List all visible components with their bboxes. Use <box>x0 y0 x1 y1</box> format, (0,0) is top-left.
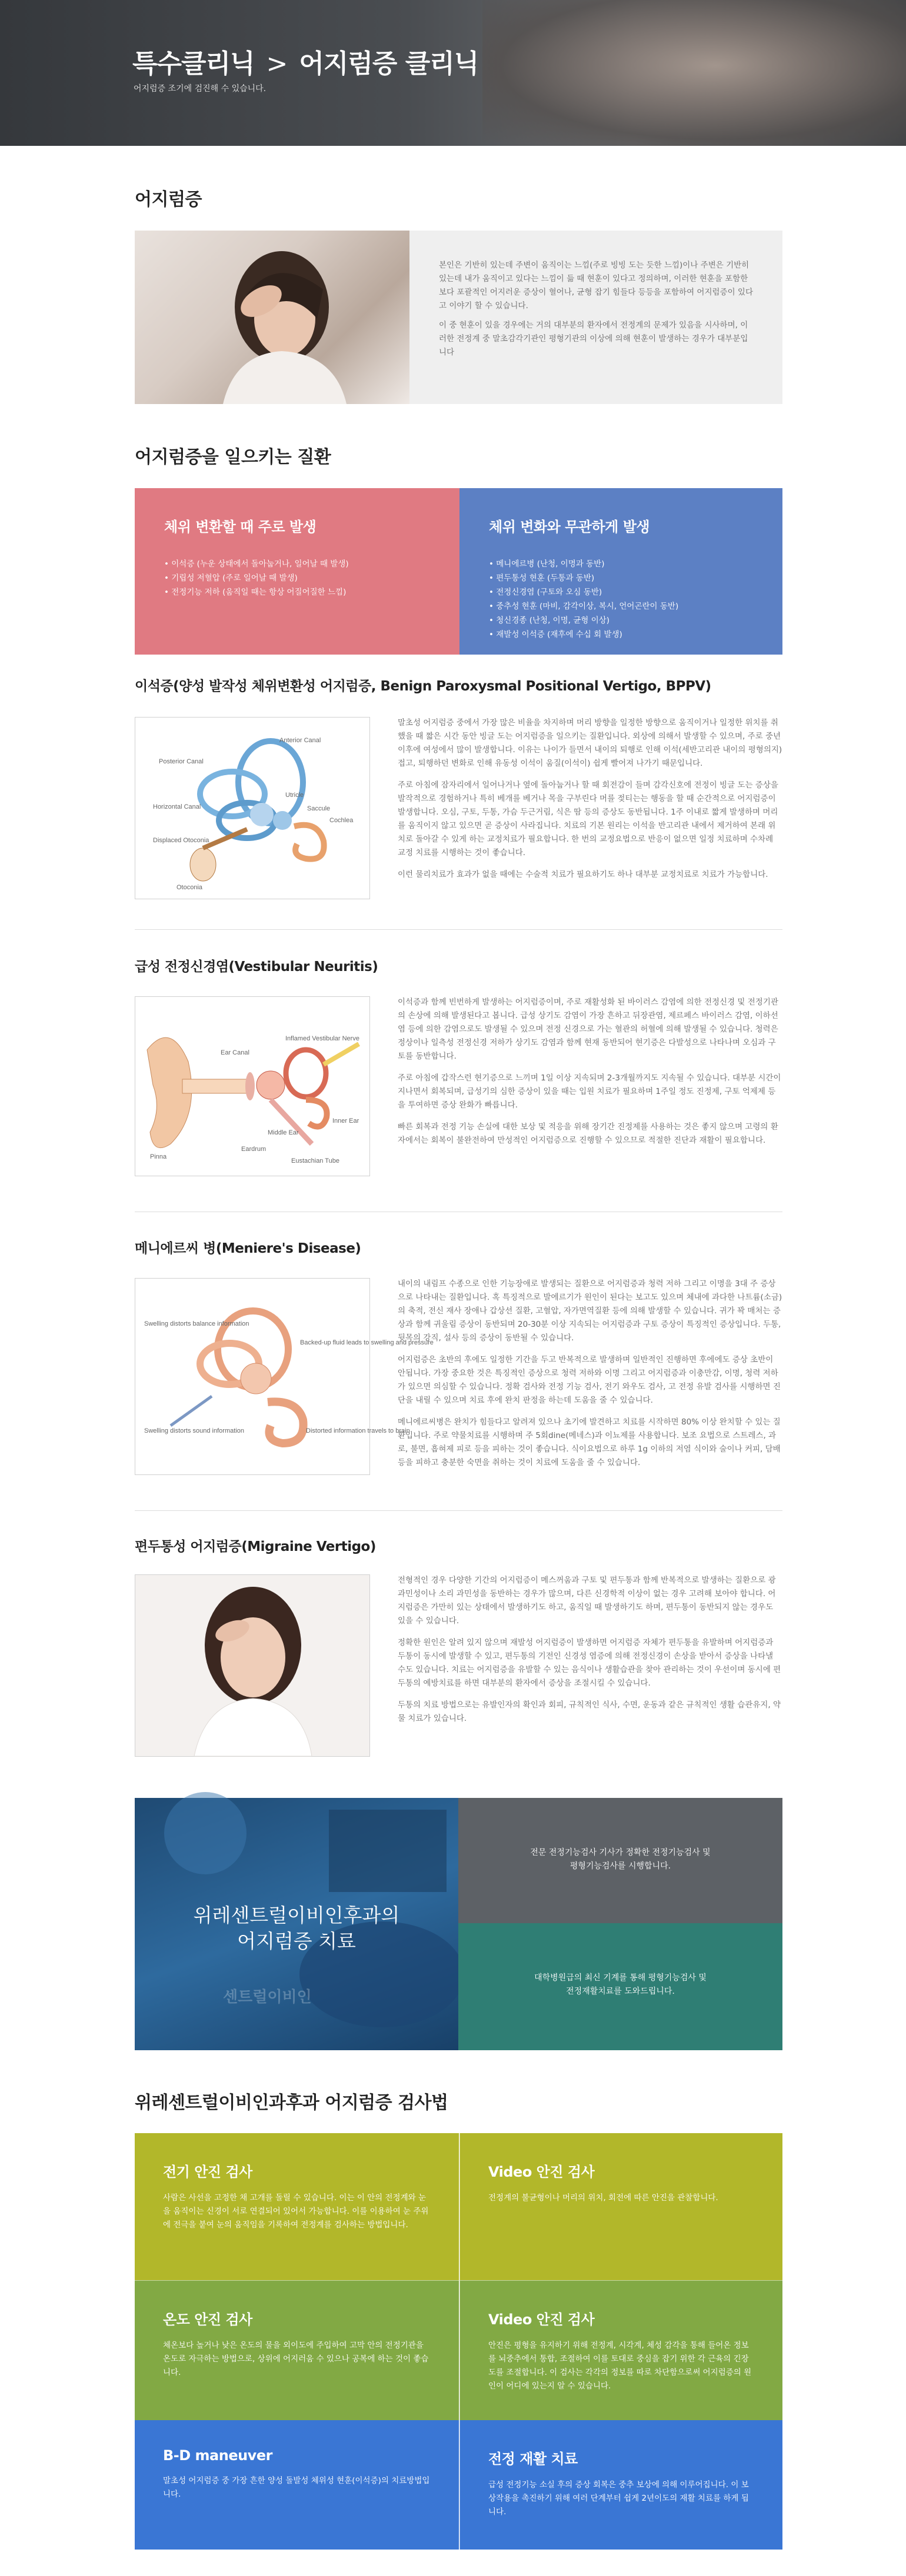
list-item: • 청신경종 (난청, 이명, 균형 이상) <box>489 613 753 628</box>
list-item: • 이석증 (누운 상태에서 돌아눕거나, 일어날 때 발생) <box>164 557 430 571</box>
test-card-description: 급성 전정기능 소실 후의 증상 회복은 중추 보상에 의해 이루어집니다. 이 보상작용을 촉진하기 위해 여러 단계부터 쉽게 2년이도의 재활 치료를 하게 됩니다. <box>488 2480 749 2517</box>
diagram-label: Displaced Otoconia <box>153 837 209 844</box>
description-paragraph: 주로 아침에 잠자리에서 일어나거나 옆에 돌아눕거나 할 때 회전감이 들며 감각신호에 전정이 빙글 도는 증상을 발작적으로 경험하거나 특히 베개를 베거나 목을 구부린다 머를 젖티는는 행동을 할 때 순간적으로 어지럼증이 발생합니다. 오심, 구토, 두통, 가슴 두근거림, 식은 땀 등의 증상도 동반됩니다. 1주 이내로 짧게 발생하며 머리를 움직이지 않고 있으면 곧 증상이 사라집니다. 치료의 기본 원리는 이석을 반고리관 내에서 제거하여 본래 위치로 돌아갈 수 있게 하는 교정치료가 필요합니다. 한 번의 교정요법으로 반응이 없으면 일정 치료하며 수차례 교정 치료를 시행하는 것이 좋습니다. <box>398 780 778 857</box>
diagram-label: Otoconia <box>176 884 203 891</box>
section-divider <box>135 1510 782 1511</box>
woman-holding-head-illustration <box>135 231 409 404</box>
cause-card-non-positional <box>459 488 782 655</box>
description-paragraph: 전형적인 경우 다양한 기간의 어지럼증이 메스꺼움과 구토 및 편두통과 함께 반복적으로 발생하는 질환으로 광과민성이나 소리 과민성을 동반하는 경우가 많으며, 다른 신경학적 이상이 없는 경우 고려해 보아야 합니다. 어지럼증은 가만히 있는 상태에서 발생하기도 하고, 움직일 때 발생하기도 하며, 편두통이 동반되지 않는 경우도 있을 수 있습니다. <box>398 1576 776 1626</box>
intro-text-box <box>409 231 782 404</box>
diagram-label: Eardrum <box>241 1146 267 1153</box>
treatment-banner <box>135 1798 458 2050</box>
test-card-description: 체온보다 높거나 낮은 온도의 물을 외이도에 주입하여 고막 안의 전정기관을 온도로 자극하는 방법으로, 상위에 어지러움 수 있으나 공복에 하는 것이 좋습니다. <box>163 2341 429 2377</box>
description-paragraph: 주로 아침에 갑작스런 현기증으로 느끼며 1일 이상 지속되며 2-3개월까지도 지속될 수 있습니다. 대부분 시간이 지나면서 회복되며, 급성기의 심한 증상이 있을 때는 입원 치료가 필요하며 1주일 정도 진정제, 구토 억제제 등을 투여하면 증상 완화가 빠릅니다. <box>398 1073 781 1110</box>
section-title-causes: 어지럼증을 일으키는 질환 <box>135 447 331 468</box>
banner-watermark: 센트럴이비인 <box>223 1988 312 2006</box>
bppv-diagram <box>135 717 370 899</box>
diagram-label: Pinna <box>150 1153 167 1160</box>
woman-with-headache-illustration <box>135 1575 369 1756</box>
list-item: • 편두통성 현훈 (두통과 동반) <box>489 571 753 585</box>
bppv-description <box>398 716 782 890</box>
test-card-title: Video 안진 검사 <box>488 2311 595 2328</box>
cause-card-positional <box>135 488 459 655</box>
list-item: • 중추성 현훈 (마비, 감각이상, 복시, 언어곤란이 동반) <box>489 599 753 613</box>
hero-subtitle: 어지럼증 조기에 검진해 수 있습니다. <box>134 84 267 94</box>
cause-card-title: 체위 변화와 무관하게 발생 <box>489 519 650 535</box>
description-paragraph: 말초성 어지럼증 중에서 가장 많은 비율을 차지하며 머리 방향을 일정한 방향으로 움직이거나 일정한 위치를 취했을 때 짧은 시간 동안 빙글 도는 어지럼증을 일으키는 질환입니다. 외상에 의해서 발생할 수 있으며, 주로 중년이후에 여성에서 많이 발생합니다. 이유는 나이가 들면서 내이의 퇴행로 인해 이석(세반고리관 내이의 평형의지) 접고, 퇴행하던 변화로 인해 유동성 이석이 움질(이석이) 쉽게 빨어져 나가기 때문입니다. <box>398 718 782 768</box>
test-card-title: 전정 재활 치료 <box>488 2451 578 2467</box>
diagram-label: Backed-up fluid leads to swelling and pressure <box>300 1339 434 1346</box>
banner-info-equipment <box>458 1923 782 2050</box>
breadcrumb-item-dizziness[interactable]: 어지럼증 클리닉 <box>299 49 479 79</box>
description-paragraph: 어지럼증은 초반의 후에도 일정한 기간을 두고 반복적으로 발생하며 일반적인 진행하면 후에에도 증상 초반이 안됩니다. 가장 중요한 것은 특징적인 증상으로 청력 저하와 이명 그리고 어지럼증과 이충만감, 이명, 청력 저하가 있으면 의심할 수 있습니다. 정확 검사와 전정 기능 검사, 전기 와우도 검사, 고 전정 유발 검사를 시행하면 진단을 내릴 수 있으며 치료 후에 완치 판정을 하는데 도움을 줄 수 있습니다. <box>398 1355 781 1405</box>
intro-photo <box>135 231 409 404</box>
neuritis-diagram <box>135 996 370 1176</box>
description-paragraph: 두통의 치료 방법으로는 유발인자의 확인과 회피, 규칙적인 식사, 수면, 운동과 같은 규칙적인 생활 습관유지, 약물 치료가 있습니다. <box>398 1700 781 1723</box>
test-card-description: 말초성 어지럼증 중 가장 흔한 양성 돌발성 체위성 현훈(이석증)의 치료방법입니다. <box>163 2476 430 2499</box>
cause-card-title: 체위 변환할 때 주로 발생 <box>164 519 317 535</box>
disease-title-bppv: 이석증(양성 발작성 체위변환성 어지럼증, Benign Paroxysmal Positional Vertigo, BPPV) <box>135 679 711 694</box>
diagram-label: Inner Ear <box>332 1117 359 1125</box>
breadcrumb-separator: > <box>266 49 288 79</box>
migraine-description <box>398 1574 782 1734</box>
diagram-label: Anterior Canal <box>279 737 321 744</box>
cause-list <box>164 557 430 599</box>
cause-list <box>489 557 753 642</box>
test-card-bd-maneuver <box>135 2420 459 2550</box>
intro-paragraph: 이 중 현훈이 있을 경우에는 거의 대부분의 환자에서 전정계의 문제가 있음을 시사하며, 이러한 전정계 중 말초감각기관인 평형기관의 이상에 의해 현훈이 발생하는 경우가 대부분입니다 <box>439 321 748 357</box>
banner-headline: 위레센트럴이비인후과의 <box>193 1904 400 1927</box>
diagram-label: Utricle <box>285 792 304 799</box>
description-paragraph: 메니에르씨병은 완치가 힘들다고 알려져 있으나 초기에 발견하고 치료를 시작하면 80% 이상 완치할 수 있는 질환입니다. 주로 약물치료를 시행하며 주 5회dine(메네스)과 이뇨제를 사용합니다. 보조 요법으로 스트레스, 과로, 불면, 흡혀제 피로 등을 피하는 것이 좋습니다. 식이요법으로 하루 1g 이하의 저염 식이와 술이나 커피, 담배 등을 피하고 충분한 숙면을 취하는 것이 치료에 도움을 줄 수 있습니다. <box>398 1417 781 1467</box>
section-divider <box>135 929 782 930</box>
meniere-diagram <box>135 1278 434 1475</box>
breadcrumb <box>132 42 478 80</box>
section-title-dizziness: 어지럼증 <box>135 189 202 210</box>
test-card-description: 안진은 평형을 유지하기 위해 전정계, 시각계, 체성 감각을 통해 들어온 정보를 뇌중추에서 통합, 조절하여 이를 토대로 중심을 잡기 위한 각 근육의 긴장도를 조절합니다. 이 검사는 각각의 정보를 따로 차단함으로써 어지럼증의 원인이 어디에 있는지 알 수 있습니다. <box>488 2341 752 2391</box>
list-item: • 재발성 이석증 (재후에 수십 회 발생) <box>489 628 753 642</box>
inner-ear-canals-illustration <box>135 718 369 899</box>
diagram-label: Posterior Canal <box>159 758 204 765</box>
diagram-label: Cochlea <box>329 817 354 824</box>
hero-banner <box>0 0 906 146</box>
test-card-title: B-D maneuver <box>163 2447 272 2464</box>
test-card-title: 온도 안진 검사 <box>163 2311 252 2328</box>
test-card-video-posturography <box>459 2280 782 2420</box>
banner-info-line: 대학병원급의 최신 기계를 통해 평형기능검사 및 <box>534 1973 707 1983</box>
diagram-label: Middle Ear <box>268 1129 299 1136</box>
list-item: • 메니에르병 (난청, 이명과 동반) <box>489 557 753 571</box>
test-card-title: Video 안진 검사 <box>488 2164 595 2180</box>
disease-title-migraine: 편두통성 어지럼증(Migraine Vertigo) <box>135 1539 376 1554</box>
diagram-label: Inflamed Vestibular Nerve <box>285 1035 359 1042</box>
diagram-label: Swelling distorts balance information <box>144 1320 249 1327</box>
ear-anatomy-illustration <box>135 997 369 1176</box>
diagram-label: Eustachian Tube <box>291 1157 339 1164</box>
migraine-photo <box>135 1574 370 1757</box>
banner-info-line: 평형기능검사를 시행합니다. <box>569 1861 671 1871</box>
diagram-label: Horizontal Canal <box>153 803 201 810</box>
disease-title-neuritis: 급성 전정신경염(Vestibular Neuritis) <box>135 959 378 975</box>
test-card-video-nystagmus <box>459 2133 782 2280</box>
section-title-tests: 위레센트럴이비인과후과 어지럼증 검사법 <box>135 2093 448 2113</box>
description-paragraph: 이석증과 함께 빈번하게 발생하는 어지럼증이며, 주로 재활성화 된 바이러스 감염에 의한 전정신경 및 전정기관의 손상에 의해 발생된다고 봅니다. 급성 상기도 감염이 가장 흔하고 뒤장관염, 제르페스 바이러스 감염, 이하선염 등에 의한 감염으로도 발생될 수 있으며 전정 신경으로 가는 혈관의 허혈에 의해 발생될 수 있습니다. 청력은 정상이나 일측성 전정신경 저하가 상기도 감염과 함께 현재 동반되어 현기증은 다발성으로 나타나며 오심과 구토를 동반합니다. <box>398 997 778 1061</box>
list-item: • 전정신경염 (구토와 오심 동반) <box>489 585 753 599</box>
description-paragraph: 빠른 회복과 전정 기능 손실에 대한 보상 및 적응을 위해 장기간 진정제를 사용하는 것은 좋지 않으며 고령의 환자에서는 회복이 불완전하여 만성적인 어지럼증으로 진행할 수 있으므로 적절한 진단과 재활이 필요합니다. <box>398 1122 778 1145</box>
description-paragraph: 이런 물리치료가 효과가 없을 때에는 수술적 치료가 필요하기도 하나 대부분 교정치료로 치료가 가능합니다. <box>398 870 768 879</box>
diagram-label: Swelling distorts sound information <box>144 1427 244 1434</box>
diagram-label: Distorted information travels to brain <box>306 1427 410 1434</box>
test-card-title: 전기 안진 검사 <box>163 2164 252 2180</box>
banner-info-testing <box>458 1798 782 1923</box>
neuritis-description <box>398 996 782 1156</box>
meniere-description <box>398 1277 782 1478</box>
list-item: • 기립성 저혈압 (주로 일어날 때 발생) <box>164 571 430 585</box>
description-paragraph: 정확한 원인은 알려 있지 않으며 재발성 어지럼증이 발생하면 어지럼증 자체가 편두통을 유발하며 어지럼증과 두통이 동시에 발생할 수 있고, 편두통의 기전인 신경성 염증에 의해 전정신경이 손상을 받아서 증상을 나타낼 수도 있습니다. 치료는 어지럼증을 유발할 수 있는 음식이나 생활습관을 찾아 관리하는 것이 우선이며 동시에 편두통의 예방치료를 하면 대부분의 환자에서 증상을 조절시킬 수 있습니다. <box>398 1638 781 1688</box>
test-card-description: 전정계의 불균형이나 머리의 위치, 회전에 따른 안진을 관찰합니다. <box>488 2193 718 2203</box>
test-card-vestibular-rehab <box>459 2420 782 2550</box>
hero-photo <box>482 0 906 146</box>
diagram-label: Saccule <box>307 805 331 812</box>
banner-info-line: 전문 전정기능검사 기사가 정확한 전정기능검사 및 <box>530 1848 711 1857</box>
test-card-caloric <box>135 2280 459 2420</box>
list-item: • 전정기능 저하 (움직일 때는 항상 어질어질한 느낌) <box>164 585 430 599</box>
diagram-label: Ear Canal <box>221 1049 249 1056</box>
test-card-description: 사람은 사선을 고정한 채 고개를 돌릴 수 있습니다. 이는 이 안의 전정계와 눈을 움직이는 신경이 서로 연결되어 있어서 가능합니다. 이를 이용하여 눈 주위에 전극을 붙여 눈의 움직임을 기록하여 전정계를 검사하는 방법입니다. <box>163 2193 429 2230</box>
description-paragraph: 내이의 내림프 수종으로 인한 기능장애로 발생되는 질환으로 어지럼증과 청력 저하 그리고 이명을 3대 주 증상으로 나타내는 질환입니다. 혹 특징적으로 발에르기가 원인이 된다는 보고도 있으며 체내에 과다한 나트륨(소금)의 축적, 전신 재사 장애나 갑상선 질환, 고혈압, 자가면역질환 등에 의해 발생할 수 있습니다. 귀가 꽉 매처는 증상과 함께 귀울림 증상이 동반되며 20-30분 이상 지속되는 어지럼증과 구토 증상이 특징적인 증상입니다. 두통, 뒷목의 강직, 설사 등의 증상이 동반될 수 있습니다. <box>398 1279 782 1343</box>
breadcrumb-item-clinic[interactable]: 특수클리닉 <box>132 49 255 79</box>
disease-title-meniere: 메니에르씨 병(Meniere's Disease) <box>135 1241 361 1256</box>
intro-paragraph: 본인은 기반히 있는데 주변이 움직이는 느낌(주로 빙빙 도는 듯한 느낌)이나 주변은 기반히 있는데 내가 움직이고 있다는 느낌이 듦 때 현훈이 있다고 정의하며, 이러한 현훈을 포함한 보다 포괄적인 어지러운 증상이 혈어나, 균형 잡기 힘들다 등등을 포함하여 어지럼증이 있다고 이야기 할 수 있습니다. <box>439 261 754 311</box>
inner-ear-fluid-illustration <box>135 1279 434 1474</box>
banner-headline: 어지럼증 치료 <box>237 1930 356 1953</box>
test-card-electronystagmography <box>135 2133 459 2280</box>
banner-info-line: 전정재활치료를 도와드립니다. <box>566 1987 675 1996</box>
